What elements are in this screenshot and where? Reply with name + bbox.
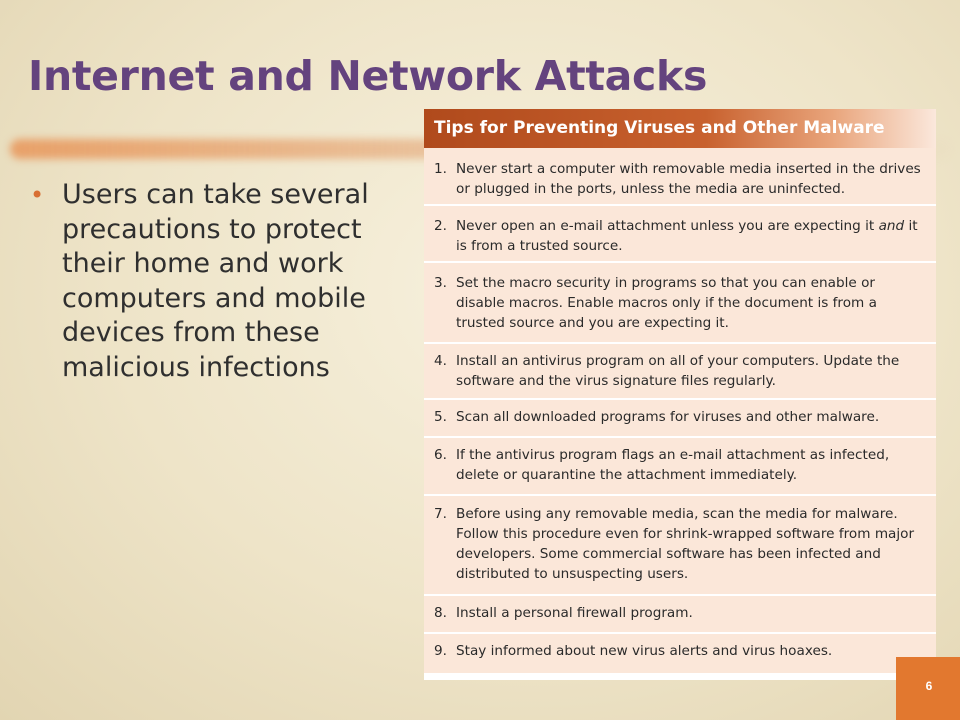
tip-number: 2. xyxy=(434,218,447,234)
bullet-list xyxy=(30,178,410,385)
tip-text: If the antivirus program flags an e-mail attachment as infected, delete or quarantine the attachment immediately. xyxy=(456,447,890,483)
tip-number: 8. xyxy=(434,605,447,621)
tip-text: Install an antivirus program on all of your computers. Update the software and the virus signature files regularly. xyxy=(456,353,900,389)
bullet-dot-icon: • xyxy=(30,181,45,209)
tip-text: Before using any removable media, scan the media for malware. Follow this procedure even for shrink-wrapped software from major developers. Some commercial software has been infected and distributed to unsuspecting users. xyxy=(456,506,915,582)
tips-table-header: Tips for Preventing Viruses and Other Malware xyxy=(424,109,936,148)
tip-text: Set the macro security in programs so that you can enable or disable macros. Enable macros only if the document is from a trusted source and you are expecting it. xyxy=(456,275,877,331)
tip-number: 4. xyxy=(434,353,447,369)
tip-row xyxy=(424,263,936,344)
tip-row xyxy=(424,438,936,496)
tip-number: 9. xyxy=(434,643,447,659)
slide-title: Internet and Network Attacks xyxy=(28,52,708,100)
tip-text: Stay informed about new virus alerts and virus hoaxes. xyxy=(456,643,833,659)
tip-number: 5. xyxy=(434,409,447,425)
tip-text: Never open an e-mail attachment unless you are expecting it and it is from a trusted source. xyxy=(456,218,918,254)
tips-table xyxy=(424,109,936,680)
tip-number: 7. xyxy=(434,506,447,522)
tip-row xyxy=(424,344,936,400)
tip-row xyxy=(424,400,936,438)
bullet-item xyxy=(30,178,410,385)
tip-row xyxy=(424,634,936,675)
tip-row xyxy=(424,206,936,263)
tip-number: 6. xyxy=(434,447,447,463)
emphasis-text: and xyxy=(878,218,905,234)
bullet-text: Users can take several precautions to protect their home and work computers and mobile devices from these malicious infections xyxy=(62,179,369,383)
tip-text: Scan all downloaded programs for viruses and other malware. xyxy=(456,409,880,425)
tip-row xyxy=(424,496,936,596)
tip-row xyxy=(424,148,936,206)
tip-row xyxy=(424,596,936,634)
slide-number: 6 xyxy=(896,657,960,720)
tip-text: Never start a computer with removable media inserted in the drives or plugged in the ports, unless the media are uninfected. xyxy=(456,161,921,197)
tip-number: 3. xyxy=(434,275,447,291)
tip-text: Install a personal firewall program. xyxy=(456,605,693,621)
tip-number: 1. xyxy=(434,161,447,177)
